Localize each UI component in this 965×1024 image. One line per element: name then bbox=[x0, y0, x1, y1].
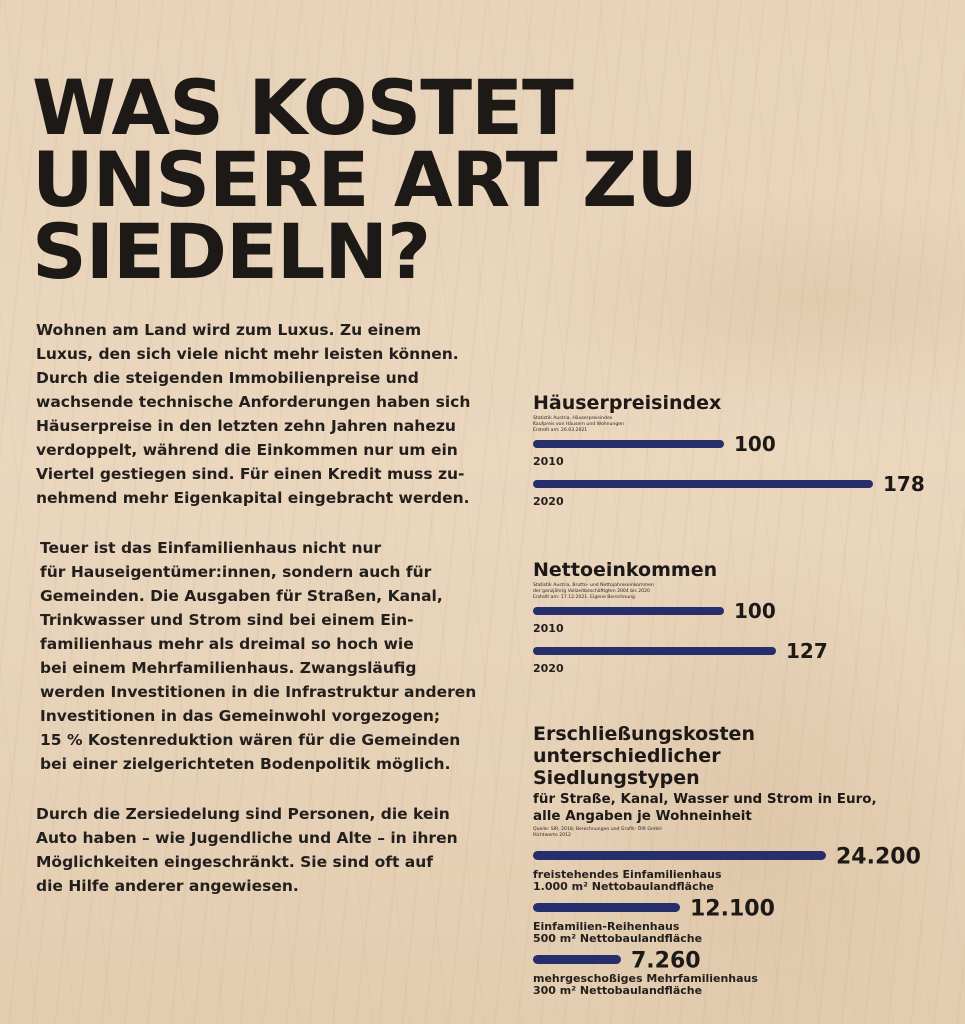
paragraph-line: Investitionen in das Gemeinwohl vorgezogen; bbox=[40, 707, 441, 725]
bar-2 bbox=[533, 955, 621, 964]
bar-0 bbox=[533, 851, 826, 860]
paragraph-line: Gemeinden. Die Ausgaben für Straßen, Kanal, bbox=[40, 587, 443, 605]
paragraph-line: Trinkwasser und Strom sind bei einem Ein- bbox=[40, 611, 414, 629]
chart-plot bbox=[533, 601, 933, 677]
chart-subtitle bbox=[533, 791, 953, 825]
paragraph-line: verdoppelt, während die Einkommen nur um ein bbox=[36, 441, 458, 459]
value-label: 7.260 bbox=[631, 948, 701, 974]
body-text bbox=[36, 318, 506, 924]
paragraph-line: bei einem Mehrfamilienhaus. Zwangsläufig bbox=[40, 659, 417, 677]
chart-title bbox=[533, 559, 953, 581]
paragraph-line: bei einer zielgerichteten Bodenpolitik möglich. bbox=[40, 755, 451, 773]
chart-erschliessungskosten bbox=[533, 723, 953, 997]
category-label: 2010 bbox=[533, 622, 564, 635]
chart-haeuserpreisindex bbox=[533, 392, 953, 510]
paragraph-line: Durch die steigenden Immobilienpreise und bbox=[36, 369, 419, 387]
source-line: Kaufpreis von Häusern und Wohnungen bbox=[533, 422, 624, 427]
source-line: Statistik Austria, Brutto- und Nettojahreseinkommen bbox=[533, 583, 654, 588]
value-label: 100 bbox=[734, 432, 776, 457]
paragraph-line: Viertel gestiegen sind. Für einen Kredit muss zu- bbox=[36, 465, 465, 483]
chart-plot bbox=[533, 839, 933, 997]
paragraph-line: Möglichkeiten eingeschränkt. Sie sind oft auf bbox=[36, 853, 434, 871]
chart-title-line: unterschiedlicher bbox=[533, 745, 721, 767]
paragraph-line: Durch die Zersiedelung sind Personen, die kein bbox=[36, 805, 450, 823]
value-label: 12.100 bbox=[690, 896, 775, 922]
bar-0 bbox=[533, 440, 724, 448]
chart-title bbox=[533, 723, 953, 789]
paragraph-line: Luxus, den sich viele nicht mehr leisten können. bbox=[36, 345, 459, 363]
page-title bbox=[32, 63, 752, 296]
source-line: Erstellt am: 17.12.2021. Eigene Berechnung bbox=[533, 595, 635, 600]
value-label: 127 bbox=[786, 639, 828, 664]
chart-title bbox=[533, 392, 953, 414]
source-line: Erstellt am: 26.03.2021 bbox=[533, 428, 588, 433]
chart-plot bbox=[533, 434, 933, 510]
title-line: SIEDELN? bbox=[32, 207, 431, 296]
category-label: freistehendes Einfamilienhaus bbox=[533, 868, 722, 881]
paragraph-line: 15 % Kostenreduktion wären für die Gemeinden bbox=[40, 731, 461, 749]
chart-title-line: Siedlungstypen bbox=[533, 767, 700, 789]
paragraph-infrastructure-costs bbox=[36, 536, 506, 776]
paragraph-mobility bbox=[36, 802, 506, 898]
subtitle-line: für Straße, Kanal, Wasser und Strom in Euro, bbox=[533, 791, 877, 807]
title-line: WAS KOSTET bbox=[32, 63, 573, 152]
paragraph-line: die Hilfe anderer angewiesen. bbox=[36, 877, 299, 895]
bar-1 bbox=[533, 480, 873, 488]
value-label: 178 bbox=[883, 472, 925, 497]
category-label: mehrgeschoßiges Mehrfamilienhaus bbox=[533, 972, 758, 985]
paragraph-line: Teuer ist das Einfamilienhaus nicht nur bbox=[40, 539, 382, 557]
category-label: 2020 bbox=[533, 662, 564, 675]
paragraph-line: Auto haben – wie Jugendliche und Alte – in ihren bbox=[36, 829, 458, 847]
paragraph-line: wachsende technische Anforderungen haben sich bbox=[36, 393, 471, 411]
chart-title-line: Nettoeinkommen bbox=[533, 559, 718, 581]
source-line: Richtwerte 2012 bbox=[533, 833, 571, 838]
chart-title-line: Erschließungskosten bbox=[533, 723, 755, 745]
paragraph-line: nehmend mehr Eigenkapital eingebracht werden. bbox=[36, 489, 470, 507]
paragraph-line: familienhaus mehr als dreimal so hoch wie bbox=[40, 635, 414, 653]
chart-nettoeinkommen bbox=[533, 559, 953, 677]
value-label: 100 bbox=[734, 599, 776, 624]
source-line: Quelle: SIR, 2018; Berechnungen und Grafik: ÖIR GmbH bbox=[533, 827, 662, 832]
value-label: 24.200 bbox=[836, 844, 921, 870]
paragraph-housing-prices bbox=[36, 318, 506, 510]
category-label: 300 m² Nettobaulandfläche bbox=[533, 984, 703, 997]
category-label: 2020 bbox=[533, 495, 564, 508]
source-line: der ganzjährig Vollzeitbeschäftigten 2004 bis 2020 bbox=[533, 589, 650, 594]
bar-1 bbox=[533, 647, 776, 655]
paragraph-line: für Hauseigentümer:innen, sondern auch für bbox=[40, 563, 432, 581]
chart-source bbox=[533, 827, 953, 839]
subtitle-line: alle Angaben je Wohneinheit bbox=[533, 808, 752, 824]
category-label: 500 m² Nettobaulandfläche bbox=[533, 932, 703, 945]
title-line: UNSERE ART ZU bbox=[32, 135, 697, 224]
bar-0 bbox=[533, 607, 724, 615]
bar-1 bbox=[533, 903, 680, 912]
paragraph-line: Wohnen am Land wird zum Luxus. Zu einem bbox=[36, 321, 422, 339]
paragraph-line: werden Investitionen in die Infrastruktur anderen bbox=[40, 683, 477, 701]
chart-title-line: Häuserpreisindex bbox=[533, 392, 722, 414]
source-line: Statistik Austria, Häuserpreisindex bbox=[533, 416, 613, 421]
category-label: Einfamilien-Reihenhaus bbox=[533, 920, 680, 933]
category-label: 1.000 m² Nettobaulandfläche bbox=[533, 880, 714, 893]
category-label: 2010 bbox=[533, 455, 564, 468]
paragraph-line: Häuserpreise in den letzten zehn Jahren nahezu bbox=[36, 417, 456, 435]
